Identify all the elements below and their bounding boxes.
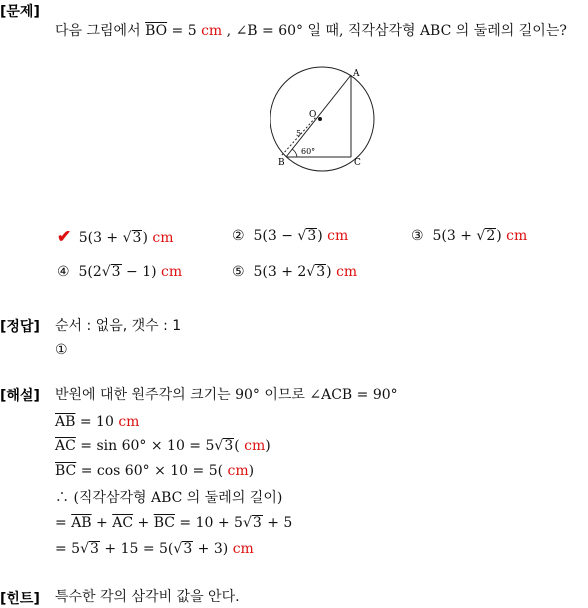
solution-line-5: ∴ (직각삼각형 ABC 의 둘레의 길이) [55, 490, 283, 506]
solution-l7-mid: + 15 = 5( [99, 541, 174, 557]
solution-l7-tail: + 3) [193, 541, 229, 557]
choice-2-pre: 5(3 − [253, 228, 298, 244]
solution-line-1: 반원에 대한 원주각의 크기는 90° 이므로 ∠ACB = 90° [55, 387, 398, 403]
solution-l3-unit: cm [244, 438, 266, 454]
solution-line-2 [55, 413, 139, 431]
choice-5-mark: ⑤ [232, 264, 245, 280]
angle-arc [292, 149, 297, 157]
choice-1-post: ) [142, 230, 148, 246]
choice-1-unit: cm [152, 230, 174, 246]
solution-l6-rad: 3 [252, 515, 262, 531]
choice-5-post: ) [326, 264, 332, 280]
choice-1[interactable]: ✔ 5(3 + √3) cm [57, 227, 174, 247]
segment-bc-label: $\overline{BC}$ [55, 463, 77, 479]
choice-2-rad: 3 [307, 228, 317, 244]
choice-4-post: − 1) [121, 264, 157, 280]
label-b: B [278, 158, 285, 168]
segment-bo: $\overline{BO}$ [145, 23, 168, 39]
solution-l3-rest: = sin 60° × 10 = 5 [75, 438, 215, 454]
label-a: A [353, 69, 360, 79]
solution-l2-rest: = 10 [75, 414, 114, 430]
choice-3-post: ) [496, 228, 502, 244]
solution-l3-open: ( [234, 438, 240, 454]
choice-3-pre: 5(3 + [432, 228, 477, 244]
choice-3-mark: ③ [411, 228, 424, 244]
solution-line-7: = 5√3 + 15 = 5(√3 + 3) cm [55, 541, 254, 557]
label-angle: 60° [301, 147, 316, 156]
answer-line-2: ① [55, 342, 68, 358]
choice-4-pre: 5(2 [78, 264, 102, 280]
solution-l3-rad: 3 [224, 438, 234, 454]
center-point [318, 117, 322, 121]
question-mid: , ∠B = 60° 일 때, 직각삼각형 ABC 의 둘레의 길이는? [222, 23, 567, 39]
solution-l6-plus2: + [133, 515, 154, 531]
solution-l4-unit: cm [227, 463, 249, 479]
choice-5-unit: cm [336, 264, 358, 280]
solution-l7-rad2: 3 [183, 541, 193, 557]
solution-line-3: $\overline{AC} = \sin 60^\circ \times 10 = 5√3$( cm) [55, 438, 271, 454]
solution-l7-unit: cm [232, 541, 254, 557]
solution-l6-bc: $\overline{BC}$ [153, 515, 175, 531]
hint-text: 특수한 각의 삼각비 값을 안다. [55, 589, 240, 605]
choice-2-unit: cm [327, 228, 349, 244]
choice-5-rad: 3 [316, 264, 326, 280]
check-icon: ✔ [57, 227, 72, 247]
solution-l6-ab: $\overline{AB}$ [71, 515, 92, 531]
solution-l7-rad1: 3 [90, 541, 99, 557]
solution-l6-plus1: + [91, 515, 113, 531]
solution-line-4 [55, 462, 254, 480]
choice-5-pre: 5(3 + 2 [253, 264, 307, 280]
label-o: O [309, 110, 317, 120]
segment-ab [286, 75, 351, 157]
solution-l4-close: ) [248, 463, 255, 479]
choice-3[interactable]: ③ 5(3 + √2) cm [411, 228, 528, 244]
choice-1-pre: 5(3 + [78, 230, 123, 246]
circle-figure [270, 64, 390, 176]
question-text [55, 22, 567, 40]
segment-ac-label: $\overline{AC}$ [55, 438, 76, 454]
choice-2-mark: ② [232, 228, 245, 244]
problem-label: [문제] [0, 4, 40, 20]
solution-l7-pre: = 5 [55, 541, 81, 557]
choice-5[interactable]: ⑤ 5(3 + 2√3) cm [232, 264, 358, 280]
question-eq: = 5 [167, 23, 197, 39]
choice-4-mark: ④ [57, 264, 70, 280]
choice-4[interactable]: ④ 5(2√3 − 1) cm [57, 264, 183, 280]
answer-line-1: 순서 : 없음, 갯수 : 1 [55, 318, 182, 334]
choice-4-unit: cm [161, 264, 183, 280]
unit-cm: cm [201, 23, 223, 39]
solution-line-6: = $\overline{AB} + \overline{AC} + \overline{BC} = 10 + 5√3 + 5$ [55, 515, 293, 531]
solution-l4-rest: = cos 60° × 10 = 5( [76, 463, 224, 479]
label-length: 5 [296, 129, 302, 138]
choice-1-rad: 3 [132, 230, 142, 246]
solution-l6-rest: = 10 + 5 [174, 515, 243, 531]
answer-label: [정답] [0, 319, 40, 335]
solution-l6-eq: = [55, 515, 72, 531]
segment-ab-label: $\overline{AB}$ [55, 414, 76, 430]
choice-4-rad: 3 [111, 264, 121, 280]
hint-label: [힌트] [0, 591, 40, 607]
solution-l2-unit: cm [118, 414, 140, 430]
choice-2[interactable]: ② 5(3 − √3) cm [232, 228, 349, 244]
solution-l6-tail: + 5 [262, 515, 293, 531]
choice-3-unit: cm [506, 228, 528, 244]
choice-3-rad: 2 [486, 228, 496, 244]
solution-l3-close: ) [265, 438, 271, 454]
solution-label: [해설] [0, 388, 40, 404]
question-prefix: 다음 그림에서 [55, 23, 141, 39]
solution-l6-ac: $\overline{AC}$ [112, 515, 134, 531]
choice-2-post: ) [317, 228, 323, 244]
label-c: C [354, 158, 361, 168]
